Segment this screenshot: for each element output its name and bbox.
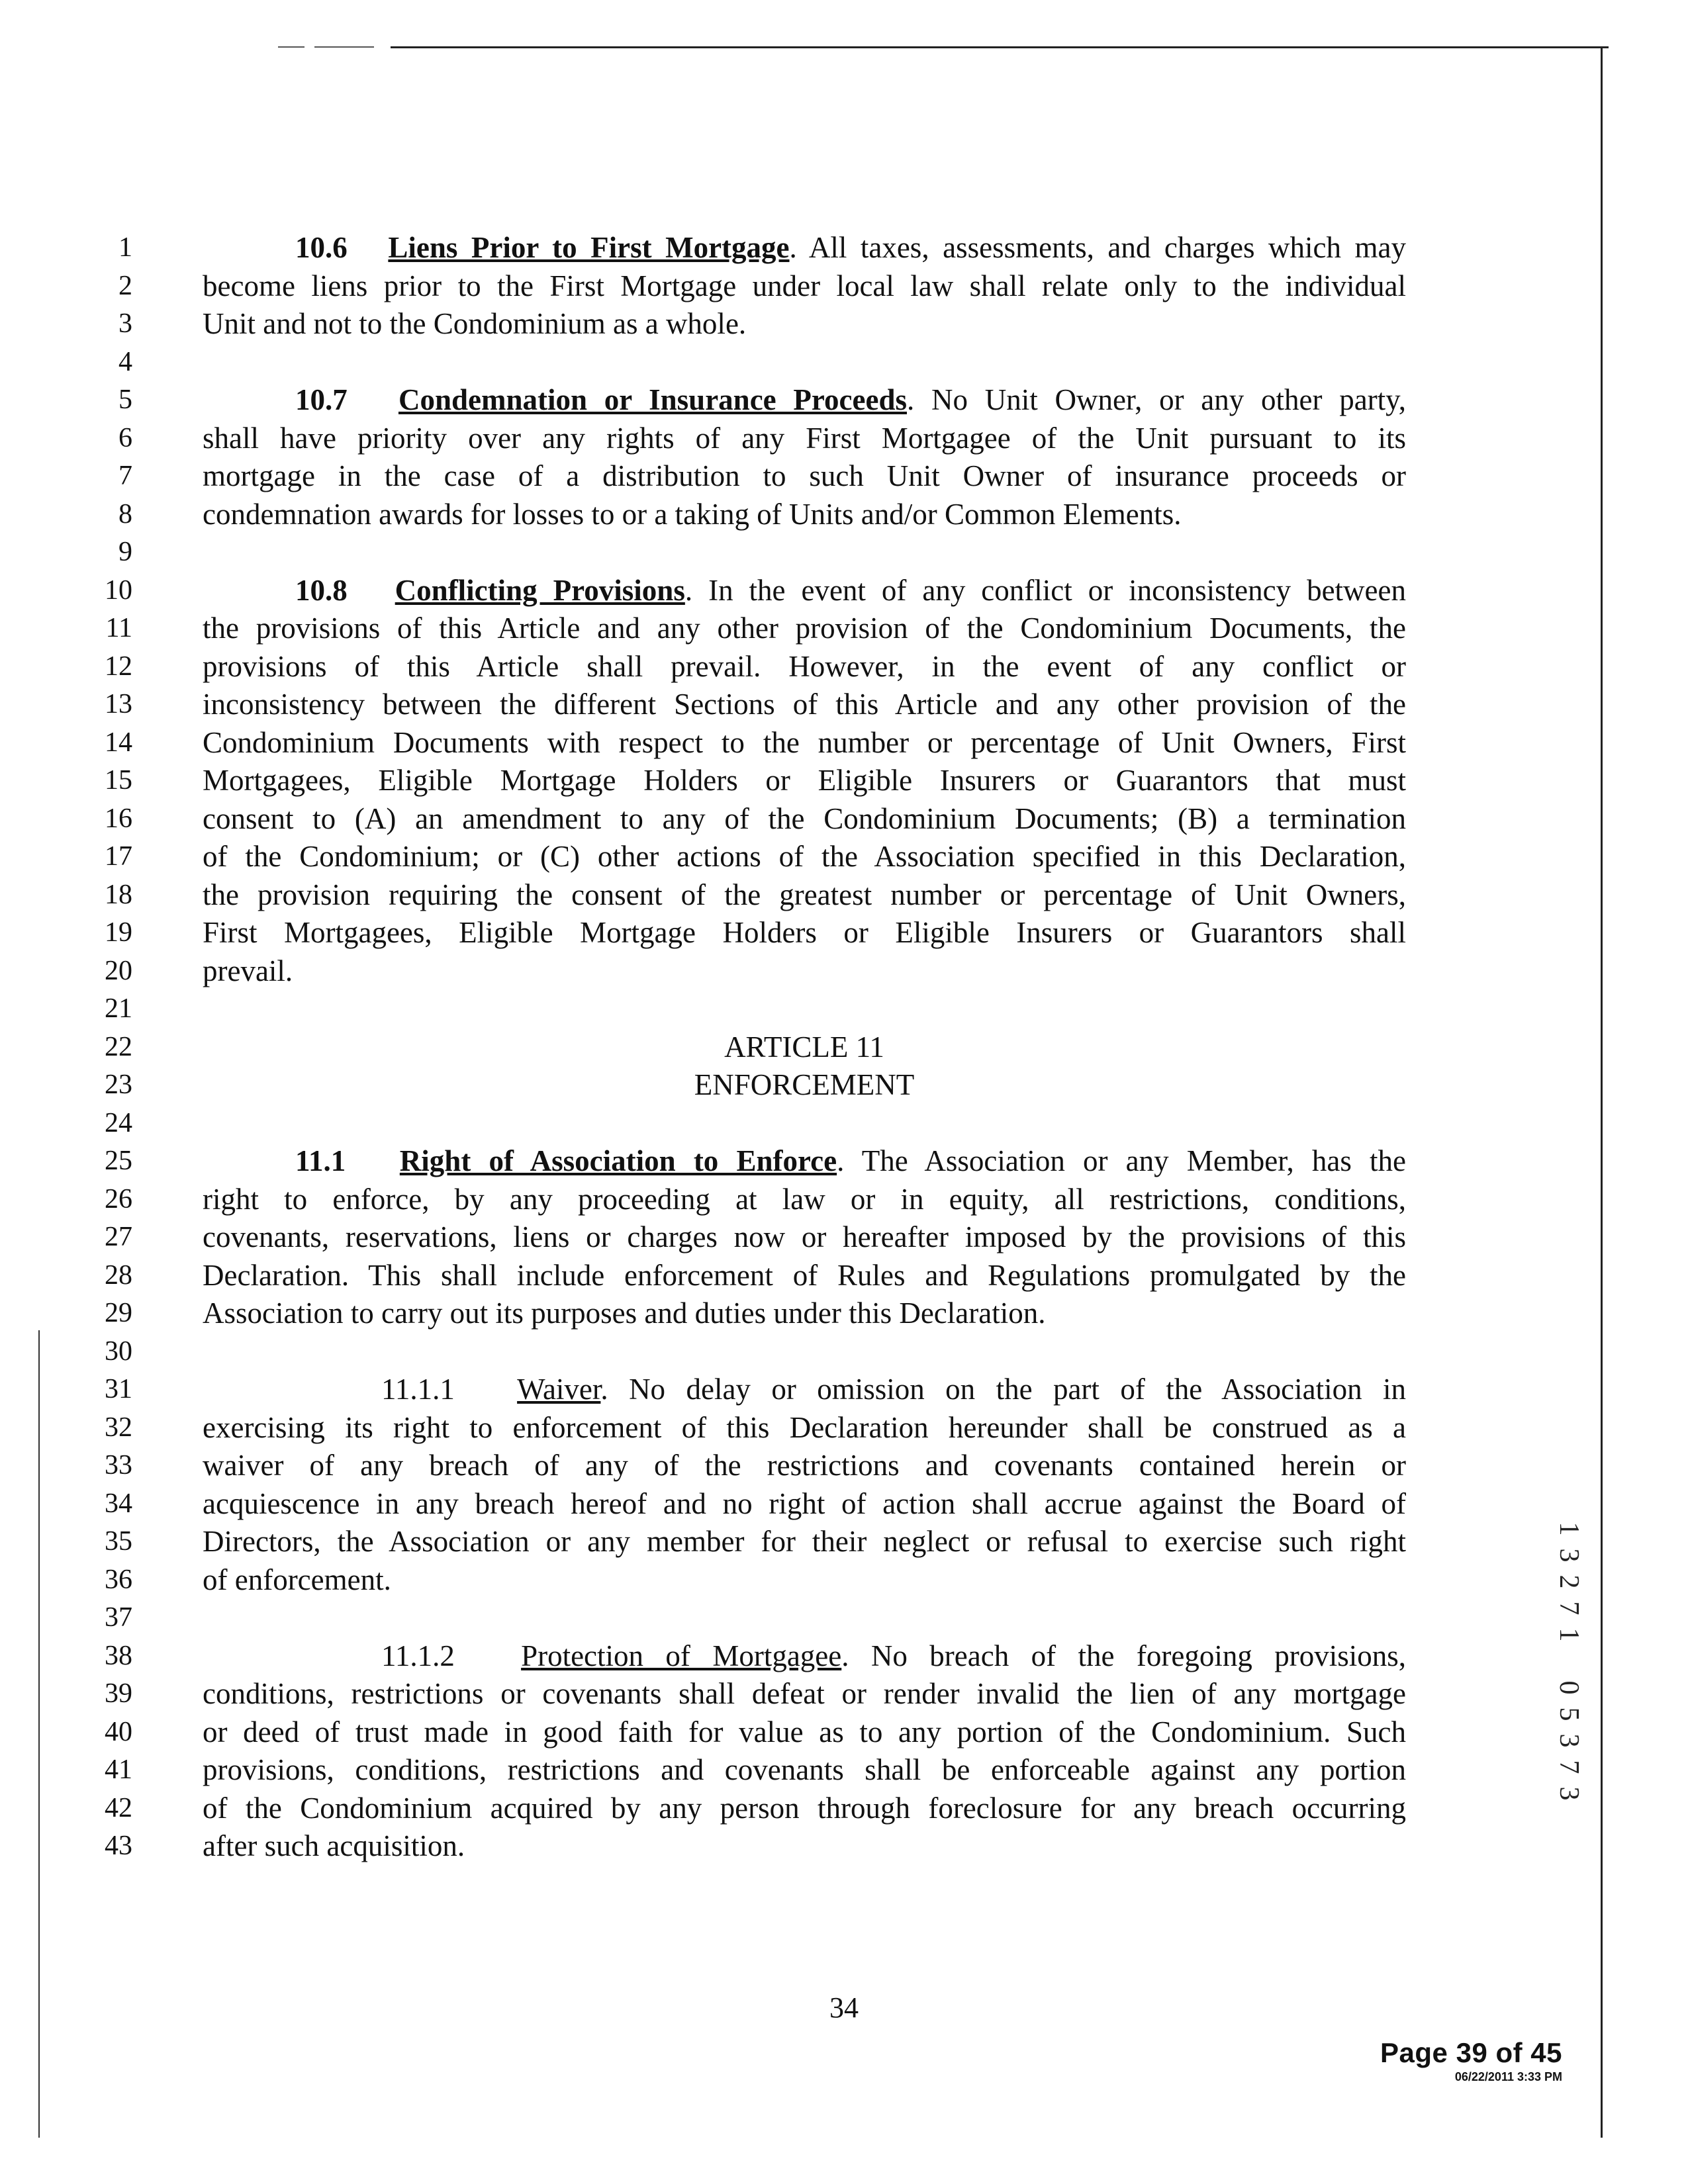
line-number: 42 (105, 1792, 132, 1823)
text-line: First Mortgagees, Eligible Mortgage Holders or Eligible Insurers or Guarantors shall (203, 916, 1406, 949)
line-number: 36 (105, 1564, 132, 1595)
text-line: consent to (A) an amendment to any of the Condominium Documents; (B) a termination (203, 801, 1406, 835)
section-number: 10.6 (295, 231, 348, 264)
text-line: right to enforce, by any proceeding at law or in equity, all restrictions, conditions, (203, 1182, 1406, 1216)
line-number: 4 (118, 346, 132, 377)
section-title: Liens Prior to First Mortgage (388, 231, 790, 264)
stamp-page-count: Page 39 of 45 (1380, 2037, 1562, 2068)
blank-line (203, 1333, 1406, 1371)
line-number: 16 (105, 803, 132, 834)
side-stamp-digit: 2 (1554, 1574, 1584, 1589)
line-number: 17 (105, 841, 132, 872)
side-stamp-digit: 0 (1554, 1680, 1584, 1695)
text-line: shall have priority over any rights of any First Mortgagee of the Unit pursuant to its (203, 421, 1406, 455)
line-number: 34 (105, 1488, 132, 1519)
scan-border-right (1601, 46, 1603, 2138)
line-number: 14 (105, 727, 132, 758)
line-number: 3 (118, 308, 132, 339)
line-number: 9 (118, 537, 132, 567)
section-number: 11.1 (295, 1144, 346, 1177)
side-stamp-digit: 3 (1554, 1786, 1584, 1801)
page-number: 34 (829, 1991, 859, 2024)
text-line: become liens prior to the First Mortgage under local law shall relate only to the individual (203, 269, 1406, 302)
blank-line (203, 343, 1406, 382)
text-line: the provisions of this Article and any other provision of the Condominium Documents, the (203, 612, 1406, 645)
line-number: 19 (105, 917, 132, 948)
text-line (203, 572, 1406, 610)
text-line: or deed of trust made in good faith for value as to any portion of the Condominium. Such (203, 1715, 1406, 1749)
line-number: 25 (105, 1146, 132, 1176)
text-line: inconsistency between the different Sections of this Article and any other provision of the (203, 688, 1406, 721)
line-number: 26 (105, 1183, 132, 1214)
line-number: 21 (105, 993, 132, 1024)
line-number: 29 (105, 1298, 132, 1328)
text-line: conditions, restrictions or covenants shall defeat or render invalid the lien of any mortgage (203, 1677, 1406, 1710)
text-line: Directors, the Association or any member for their neglect or refusal to exercise such right (203, 1525, 1406, 1558)
text-line: of enforcement. (203, 1563, 391, 1596)
section-number: 11.1.2 (381, 1639, 455, 1672)
line-number: 5 (118, 385, 132, 415)
text-line: Condominium Documents with respect to the number or percentage of Unit Owners, First (203, 725, 1406, 759)
line-number: 27 (105, 1222, 132, 1252)
line-number: 38 (105, 1640, 132, 1671)
text-line: of the Condominium; or (C) other actions of the Association specified in this Declaration, (203, 840, 1406, 873)
section-title: Condemnation or Insurance Proceeds (398, 383, 907, 416)
section-number: 10.8 (295, 573, 348, 607)
text-line: mortgage in the case of a distribution to such Unit Owner of insurance proceeds or (203, 459, 1406, 492)
text-line: waiver of any breach of any of the restrictions and covenants contained herein or (203, 1449, 1406, 1482)
text-segment: . The Association or any Member, has the (837, 1144, 1407, 1177)
section-number: 11.1.1 (381, 1373, 455, 1406)
side-stamp-digit: 3 (1554, 1733, 1584, 1748)
line-number: 31 (105, 1374, 132, 1404)
text-line: acquiescence in any breach hereof and no right of action shall accrue against the Board of (203, 1486, 1406, 1520)
line-number: 1 (118, 232, 132, 263)
scan-dash (314, 46, 374, 48)
text-line: prevail. (203, 954, 293, 987)
text-line: Declaration. This shall include enforcement of Rules and Regulations promulgated by the (203, 1258, 1406, 1292)
line-number: 23 (105, 1069, 132, 1100)
text-segment: . No delay or omission on the part of the Association in (600, 1373, 1407, 1406)
text-line (203, 229, 1406, 267)
line-number: 7 (118, 461, 132, 491)
line-number: 15 (105, 765, 132, 796)
section-title: Protection of Mortgagee (521, 1639, 842, 1672)
blank-line (203, 1599, 1406, 1637)
article-subheading: ENFORCEMENT (694, 1068, 915, 1101)
text-line: provisions, conditions, restrictions and covenants shall be enforceable against any portion (203, 1753, 1406, 1786)
line-number: 13 (105, 689, 132, 719)
section-number: 10.7 (295, 383, 348, 416)
blank-line (203, 533, 1406, 572)
text-line: provisions of this Article shall prevail. However, in the event of any conflict or (203, 649, 1406, 683)
line-number: 39 (105, 1678, 132, 1709)
line-number: 24 (105, 1107, 132, 1138)
article-heading: ARTICLE 11 (724, 1030, 884, 1064)
line-number: 8 (118, 498, 132, 529)
text-line: the provision requiring the consent of the greatest number or percentage of Unit Owners, (203, 878, 1406, 911)
line-number: 37 (105, 1602, 132, 1633)
line-number: 22 (105, 1031, 132, 1062)
text-line: Association to carry out its purposes and duties under this Declaration. (203, 1297, 1046, 1330)
line-number: 35 (105, 1526, 132, 1557)
text-line: after such acquisition. (203, 1829, 465, 1862)
blank-line (203, 1105, 1406, 1143)
line-number: 20 (105, 955, 132, 986)
stamp-datetime: 06/22/2011 3:33 PM (1454, 2070, 1562, 2083)
text-line: covenants, reservations, liens or charges now or hereafter imposed by the provisions of this (203, 1220, 1406, 1253)
line-number: 11 (105, 613, 132, 643)
text-line: Unit and not to the Condominium as a whole. (203, 307, 747, 340)
document-body (203, 229, 1406, 1866)
scan-dash (278, 46, 305, 48)
text-segment: . All taxes, assessments, and charges which may (789, 231, 1406, 264)
side-stamp-digit: 5 (1554, 1707, 1584, 1721)
line-number: 18 (105, 879, 132, 910)
line-number: 40 (105, 1716, 132, 1747)
line-numbers (96, 229, 132, 1866)
text-line (203, 1637, 1406, 1676)
side-stamp-digit: 1 (1554, 1627, 1584, 1642)
text-segment: . No breach of the foregoing provisions, (841, 1639, 1407, 1672)
line-number: 32 (105, 1412, 132, 1443)
line-number: 6 (118, 422, 132, 453)
text-line: condemnation awards for losses to or a taking of Units and/or Common Elements. (203, 497, 1182, 531)
side-stamp-digit: 7 (1554, 1601, 1584, 1615)
text-line: exercising its right to enforcement of this Declaration hereunder shall be construed as a (203, 1410, 1406, 1444)
side-stamp-digit: 7 (1554, 1760, 1584, 1774)
side-stamp-digit: 1 (1554, 1522, 1584, 1536)
text-line (203, 1371, 1406, 1409)
section-title: Right of Association to Enforce (399, 1144, 837, 1177)
text-line: of the Condominium acquired by any person through foreclosure for any breach occurring (203, 1791, 1406, 1825)
section-title: Conflicting Provisions (395, 573, 685, 607)
line-number: 41 (105, 1754, 132, 1785)
line-number: 2 (118, 270, 132, 301)
line-number: 33 (105, 1450, 132, 1480)
text-line (203, 1142, 1406, 1181)
line-number: 28 (105, 1259, 132, 1291)
side-document-number (1549, 1516, 1589, 1807)
text-segment: . No Unit Owner, or any other party, (907, 383, 1406, 416)
line-number: 30 (105, 1336, 132, 1367)
text-line (203, 381, 1406, 420)
side-stamp-digit: 3 (1554, 1548, 1584, 1563)
line-number: 12 (105, 651, 132, 682)
text-segment: . In the event of any conflict or inconsistency between (684, 573, 1407, 607)
section-title: Waiver (517, 1373, 601, 1406)
text-line: Mortgagees, Eligible Mortgage Holders or Eligible Insurers or Guarantors that must (203, 764, 1406, 797)
line-number: 10 (105, 574, 132, 606)
recording-stamp (1380, 2037, 1562, 2084)
line-number: 43 (105, 1831, 132, 1861)
scan-border-top (391, 46, 1609, 48)
blank-line (203, 990, 1406, 1028)
